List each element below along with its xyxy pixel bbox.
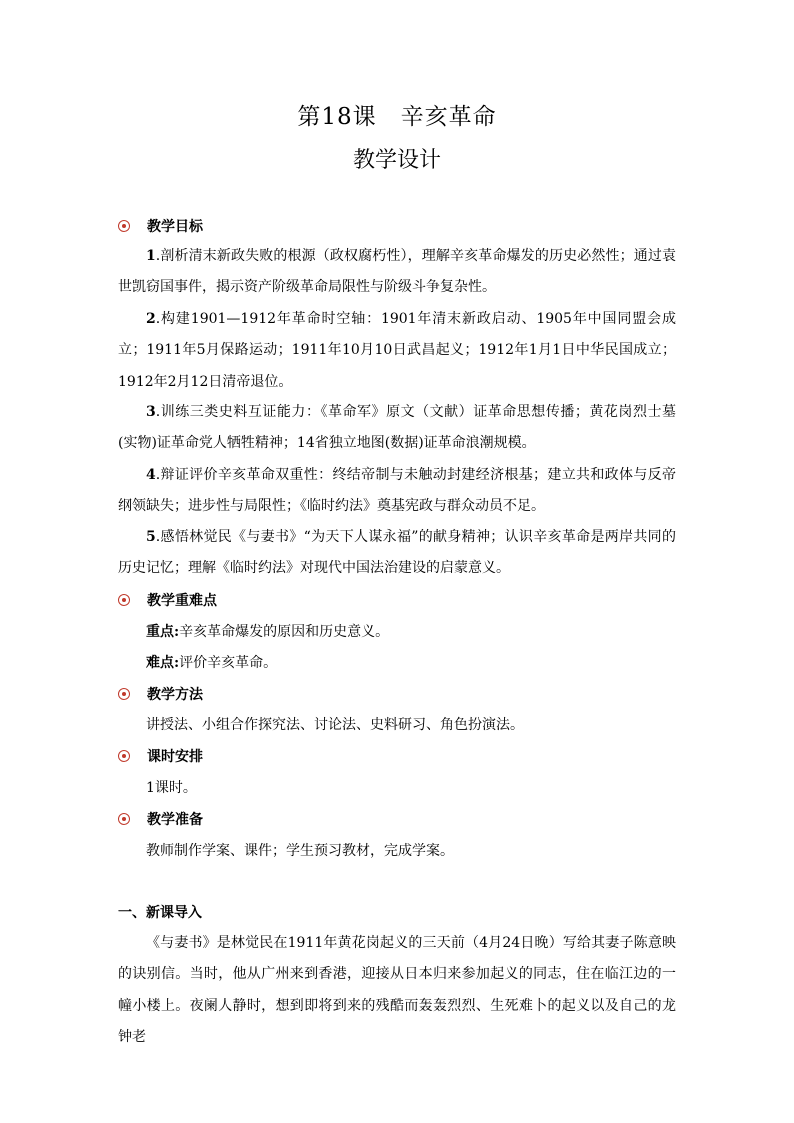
section-heading-methods: [118, 683, 203, 705]
goal-item: [118, 241, 676, 304]
difficult-point-label: 难点:: [146, 655, 180, 671]
target-bullet-icon: [118, 688, 130, 700]
page-title: 第18课 辛亥革命: [297, 104, 497, 130]
section-heading-label: 教学方法: [147, 687, 203, 703]
target-bullet-icon: [118, 813, 130, 825]
section-title-intro: 一、新课导入: [118, 905, 202, 921]
section-heading-prep: [118, 808, 203, 830]
goal-item: [118, 460, 676, 523]
intro-paragraph: 《与妻书》是林觉民在1911年黄花岗起义的三天前（4月24日晚）写给其妻子陈意映的诀别信。当时，他从广州来到香港，迎接从日本归来参加起义的同志，住在临江边的一幢小楼上。夜阑人静时，想到即将到来的残酷而轰轰烈烈、生死难卜的起义以及自己的龙钟老: [118, 935, 676, 1045]
key-point-text: 辛亥革命爆发的原因和历史意义。: [179, 624, 390, 640]
goal-item: [118, 397, 676, 460]
schedule-text: 1课时。: [146, 780, 197, 796]
difficult-point-text: 评价辛亥革命。: [179, 655, 278, 671]
section-heading-label: 课时安排: [147, 749, 203, 765]
goal-text: .剖析清末新政失败的根源（政权腐朽性），理解辛亥革命爆发的历史必然性；通过袁世凯窃国事件，揭示资产阶级革命局限性与阶级斗争复杂性。: [118, 248, 676, 296]
goal-number: 1: [146, 248, 156, 264]
section-heading-goals: [118, 215, 203, 237]
section-heading-schedule: [118, 745, 203, 767]
methods-text: 讲授法、小组合作探究法、讨论法、史料研习、角色扮演法。: [146, 717, 524, 733]
goal-item: [118, 304, 676, 398]
goal-text: .感悟林觉民《与妻书》“为天下人谋永福”的献身精神；认识辛亥革命是两岸共同的历史记忆；理解《临时约法》对现代中国法治建设的启蒙意义。: [118, 529, 676, 577]
key-point-label: 重点:: [146, 624, 180, 640]
prep-text: 教师制作学案、课件；学生预习教材，完成学案。: [146, 843, 454, 859]
goal-number: 4: [146, 467, 156, 483]
key-point-line: [146, 621, 389, 643]
goal-number: 2: [146, 311, 156, 327]
target-bullet-icon: [118, 594, 130, 606]
goal-text: .辩证评价辛亥革命双重性：终结帝制与未触动封建经济根基；建立共和政体与反帝纲领缺失；进步性与局限性；《临时约法》奠基宪政与群众动员不足。: [118, 467, 676, 515]
section-heading-keypoints: [118, 589, 217, 611]
section-heading-label: 教学重难点: [147, 593, 217, 609]
target-bullet-icon: [118, 220, 130, 232]
goal-item: [118, 522, 676, 585]
goal-text: .构建1901—1912年革命时空轴：1901年清末新政启动、1905年中国同盟会成立；1911年5月保路运动；1911年10月10日武昌起义；1912年1月1日中华民国成立；1912年2月12日清帝退位。: [118, 311, 676, 390]
section-heading-label: 教学目标: [147, 219, 203, 235]
target-bullet-icon: [118, 750, 130, 762]
page-subtitle: 教学设计: [352, 148, 441, 173]
section-heading-label: 教学准备: [147, 812, 203, 828]
goal-text: .训练三类史料互证能力：《革命军》原文（文献）证革命思想传播；黄花岗烈士墓(实物)证革命党人牺牲精神；14省独立地图(数据)证革命浪潮规模。: [118, 404, 676, 452]
goal-number: 3: [146, 404, 156, 420]
difficult-point-line: [146, 652, 277, 674]
goal-number: 5: [146, 529, 156, 545]
